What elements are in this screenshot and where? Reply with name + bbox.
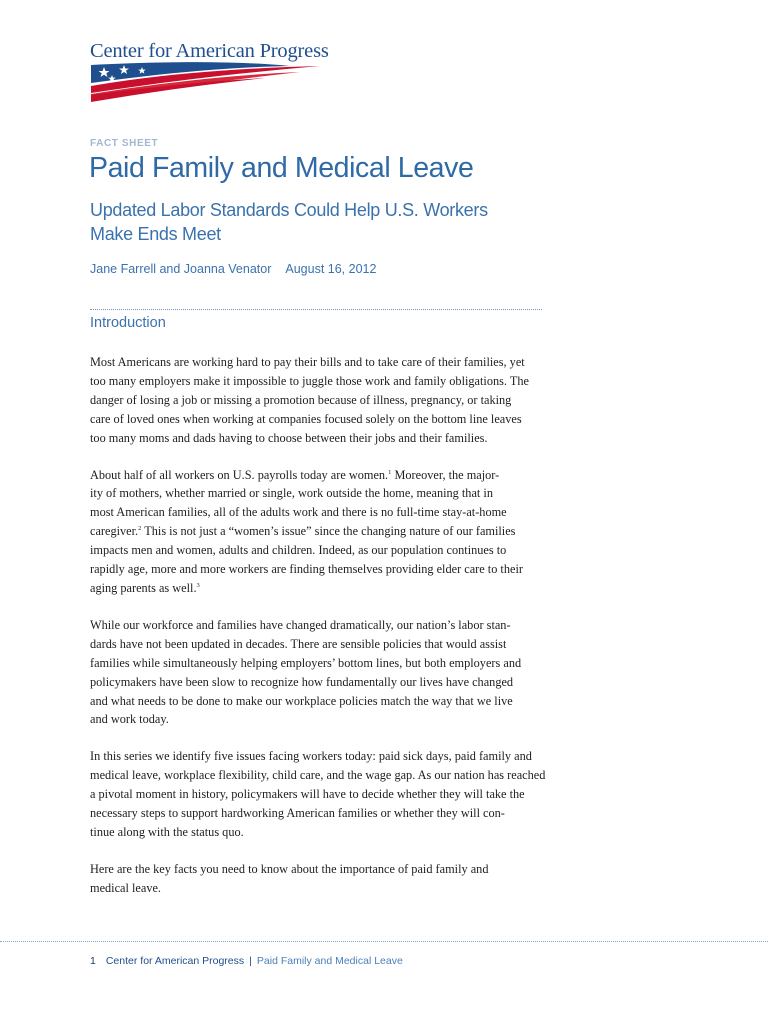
- text-line: rapidly age, more and more workers are finding themselves providing elder care to their: [90, 562, 523, 577]
- page-subtitle: Updated Labor Standards Could Help U.S. Workers Make Ends Meet: [90, 200, 488, 244]
- footer-doc-title: Paid Family and Medical Leave: [256, 955, 403, 967]
- publish-date: August 16, 2012: [285, 262, 377, 276]
- paragraph: [90, 747, 545, 842]
- text-line: dards have not been updated in decades. There are sensible policies that would assist: [90, 636, 507, 651]
- text-line: danger of losing a job or missing a promotion because of illness, pregnancy, or taking: [90, 392, 512, 407]
- text-line: Here are the key facts you need to know about the importance of paid family and: [90, 861, 489, 876]
- text-line: medical leave.: [90, 880, 162, 895]
- cap-logo: [90, 40, 350, 63]
- section-divider: [90, 309, 542, 310]
- text-line: In this series we identify five issues facing workers today: paid sick days, paid family and: [90, 749, 532, 764]
- paragraph: [90, 616, 545, 729]
- text-line: policymakers have been slow to recognize how fundamentally our lives have changed: [90, 674, 514, 689]
- page-title: Paid Family and Medical Leave: [89, 152, 474, 184]
- page-footer: [90, 955, 403, 967]
- page-number: 1: [90, 955, 96, 967]
- text-line: most American families, all of the adults work and there is no full-time stay-at-home: [90, 505, 507, 520]
- section-heading: Introduction: [90, 315, 166, 331]
- text-line: a pivotal moment in history, policymakers will have to decide whether they will take the: [90, 787, 525, 802]
- authors: Jane Farrell and Joanna Venator: [90, 262, 272, 276]
- text-line: While our workforce and families have changed dramatically, our nation’s labor stan-: [90, 617, 511, 632]
- text-line: and what needs to be done to make our workplace policies match the way that we live: [90, 693, 513, 708]
- footer-separator: |: [249, 955, 252, 967]
- text-line: Most Americans are working hard to pay their bills and to take care of their families, yet: [90, 355, 525, 369]
- byline: [90, 262, 376, 276]
- paragraph: [90, 466, 545, 598]
- text-line: necessary steps to support hardworking American families or whether they will con-: [90, 806, 505, 821]
- text-line: tinue along with the status quo.: [90, 824, 244, 839]
- paragraph: [90, 860, 545, 898]
- document-type-label: FACT SHEET: [90, 138, 159, 149]
- footnote-ref[interactable]: 2: [138, 525, 142, 533]
- text-line: too many employers make it impossible to juggle those work and family obligations. The: [90, 373, 529, 388]
- text-line: medical leave, workplace flexibility, child care, and the wage gap. As our nation has reached: [90, 768, 546, 783]
- text-line: aging parents as well.$^3$: [90, 580, 200, 595]
- footer-divider: [0, 941, 768, 942]
- text-line: impacts men and women, adults and children. Indeed, as our population continues to: [90, 543, 507, 558]
- footnote-ref[interactable]: 1: [388, 468, 392, 476]
- text-line: ity of mothers, whether married or single, work outside the home, meaning that in: [90, 486, 493, 501]
- text-line: About half of all workers on U.S. payrolls today are women.$^1$ Moreover, the major-: [90, 467, 500, 482]
- article-body: [90, 353, 545, 916]
- footer-org: Center for American Progress: [105, 955, 245, 967]
- text-line: care of loved ones when working at companies focused solely on the bottom line leaves: [90, 411, 522, 426]
- text-line: families while simultaneously helping employers’ bottom lines, but both employers and: [90, 655, 522, 670]
- text-line: too many moms and dads having to choose between their jobs and their families.: [90, 430, 488, 445]
- text-line: and work today.: [90, 712, 169, 727]
- logo-wordmark: Center for American Progress: [90, 40, 329, 62]
- text-line: caregiver.$^2$ This is not just a “women’s issue” since the changing nature of our families: [90, 524, 516, 539]
- footnote-ref[interactable]: 3: [196, 581, 200, 589]
- flag-swoosh-icon: [90, 61, 340, 103]
- paragraph: [90, 353, 545, 448]
